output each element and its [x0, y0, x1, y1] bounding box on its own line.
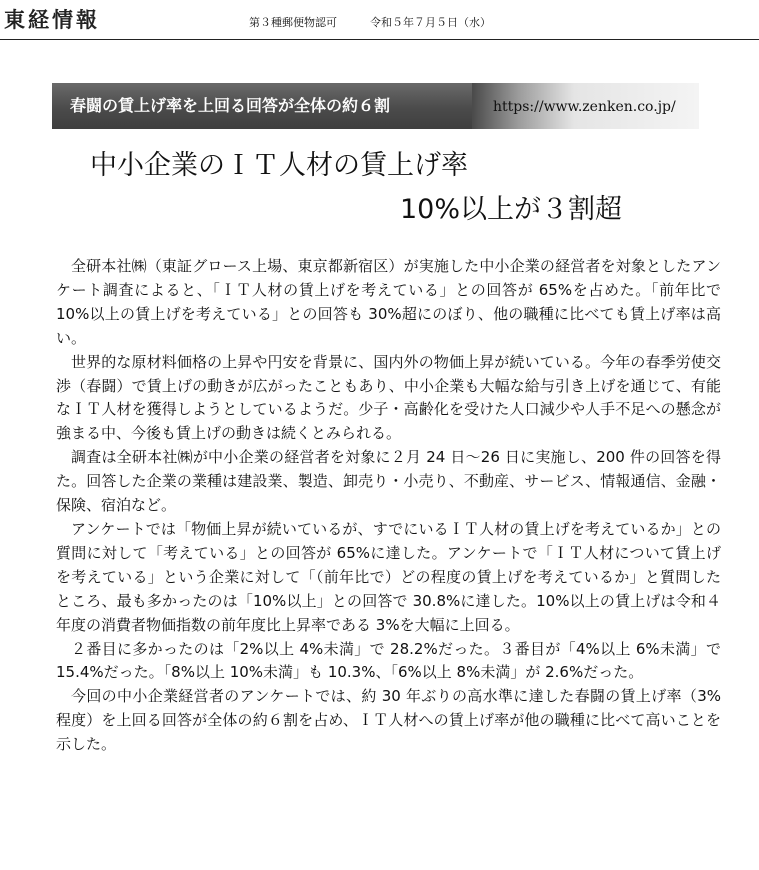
article-paragraph-4: アンケートでは「物価上昇が続いているが、すでにいるＩＴ人材の賃上げを考えているか」との質問に対して「考えている」との回答が 65%に達した。アンケートで「ＩＴ人材について賃上げを考えている」という企業に対して「（前年比で）どの程度の賃上げを考えているか」と質問したところ、最も多かったのは「10%以上」との回答で 30.8%に達した。10%以上の賃上げは令和４年度の消費者物価指数の前年度比上昇率である 3%を大幅に上回る。 [56, 519, 721, 634]
article-paragraph-6: 今回の中小企業経営者のアンケートでは、約 30 年ぶりの高水準に達した春闘の賃上げ率（3%程度）を上回る回答が全体の約６割を占め、ＩＴ人材への賃上げ率が他の職種に比べて高いことを示した。 [56, 687, 721, 754]
article-paragraph-2: 世界的な原材料価格の上昇や円安を背景に、国内外の物価上昇が続いている。今年の春季労使交渉（春闘）で賃上げの動きが広がったこともあり、中小企業も大幅な給与引き上げを通じて、有能なＩＴ人材を獲得しようとしているようだ。少子・高齢化を受けた人口減少や人手不足への懸念が強まる中、今後も賃上げの動きは続くとみられる。 [56, 352, 721, 443]
source-url: https://www.zenken.co.jp/ [493, 99, 676, 115]
article-body [56, 255, 721, 757]
masthead-divider [0, 39, 759, 40]
article-paragraph-3: 調査は全研本社㈱が中小企業の経営者を対象に２月 24 日～26 日に実施し、200 件の回答を得た。回答した企業の業種は建設業、製造、卸売り・小売り、不動産、サービス、情報通信、金融・保険、宿泊など。 [56, 448, 721, 515]
article-paragraph-5: ２番目に多かったのは「2%以上 4%未満」で 28.2%だった。３番目が「4%以上 6%未満」で 15.4%だった。「8%以上 10%未満」も 10.3%、「6%以上 8%未満」が 2.6%だった。 [56, 639, 721, 682]
issue-date: 令和５年７月５日（水） [370, 16, 491, 29]
article-title-line-2: 10%以上が３割超 [400, 194, 623, 225]
topic-banner [52, 83, 699, 129]
postal-permit-notice: 第３種郵便物認可 [249, 16, 337, 29]
publication-logo: 東経情報 [4, 7, 100, 32]
banner-headline: 春闘の賃上げ率を上回る回答が全体の約６割 [70, 96, 391, 115]
masthead [0, 0, 759, 40]
article-paragraph-1: 全研本社㈱（東証グロース上場、東京都新宿区）が実施した中小企業の経営者を対象としたアンケート調査によると、「ＩＴ人材の賃上げを考えている」との回答が 65%を占めた。「前年比で 10%以上の賃上げを考えている」との回答も 30%超にのぼり、他の職種に比べても賃上げ率は高い。 [56, 257, 721, 347]
article-title-line-1: 中小企業のＩＴ人材の賃上げ率 [90, 150, 468, 181]
